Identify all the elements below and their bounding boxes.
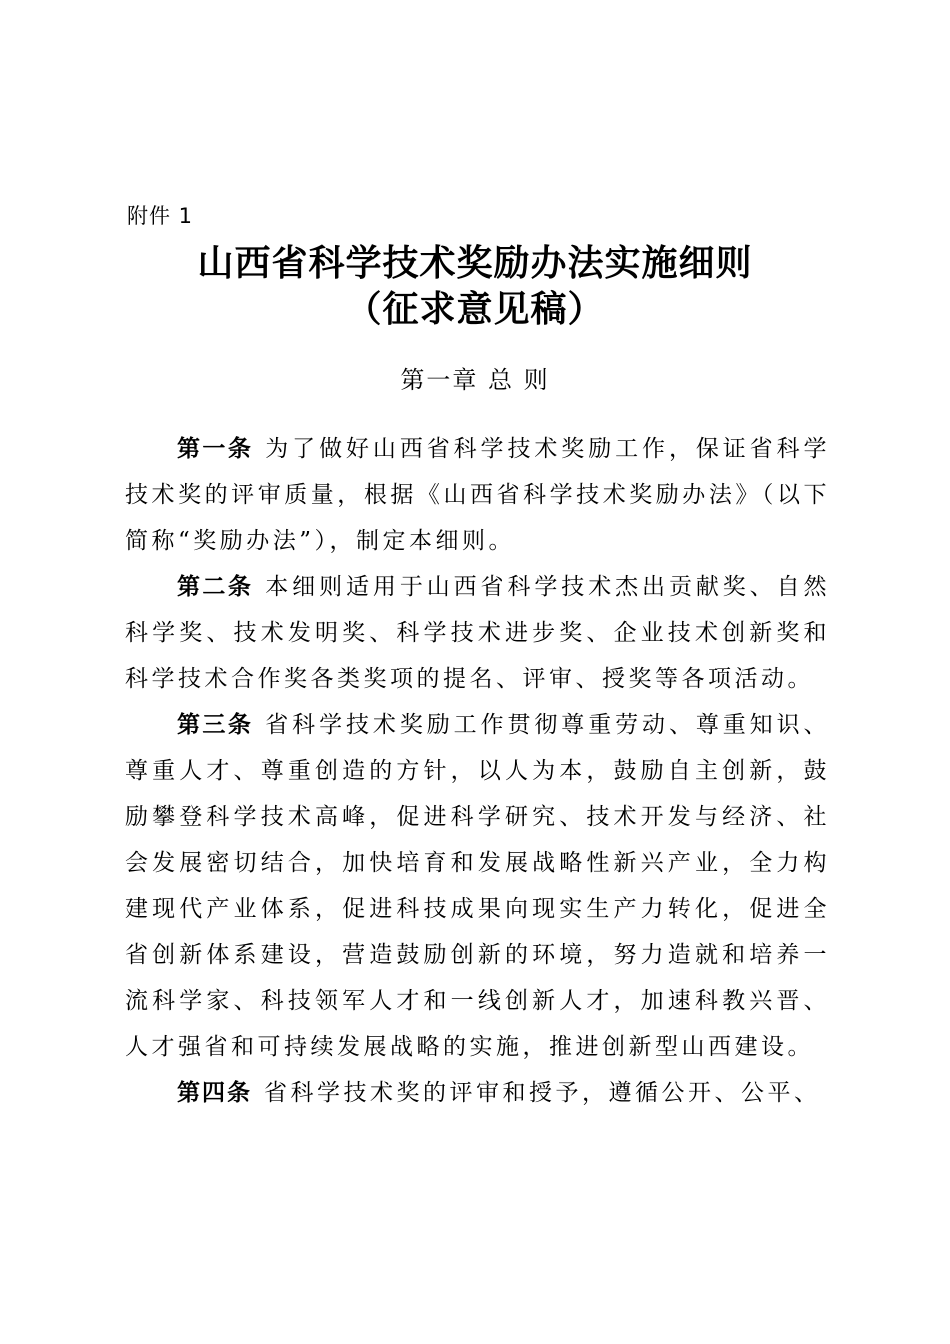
attachment-label: 附件 1: [127, 204, 194, 228]
document-body: [125, 426, 830, 1116]
article-label: 第一条: [177, 436, 254, 462]
article-label: 第三条: [177, 712, 254, 738]
document-title: 山西省科学技术奖励办法实施细则: [197, 242, 753, 284]
article-text: 省科学技术奖励工作贯彻尊重劳动、尊重知识、尊重人才、尊重创造的方针，以人为本，鼓励自主创新，鼓励攀登科学技术高峰，促进科学研究、技术开发与经济、社会发展密切结合，加快培育和发展战略性新兴产业，全力构建现代产业体系，促进科技成果向现实生产力转化，促进全省创新体系建设，营造鼓励创新的环境，努力造就和培养一流科学家、科技领军人才和一线创新人才，加速科教兴晋、人才强省和可持续发展战略的实施，推进创新型山西建设。: [125, 712, 831, 1060]
article-text: 省科学技术奖的评审和授予，遵循公开、公平、: [264, 1080, 821, 1106]
article-label: 第四条: [177, 1080, 252, 1106]
article-2: [125, 564, 830, 702]
article-1: [125, 426, 830, 564]
article-text: 为了做好山西省科学技术奖励工作，保证省科学技术奖的评审质量，根据《山西省科学技术奖励办法》（以下简称“奖励办法”），制定本细则。: [125, 436, 831, 554]
chapter-heading: 第一章 总 则: [400, 366, 550, 394]
article-3: [125, 702, 830, 1070]
article-4: [125, 1070, 830, 1116]
article-label: 第二条: [177, 574, 254, 600]
document-subtitle: （征求意见稿）: [345, 288, 605, 330]
article-text: 本细则适用于山西省科学技术杰出贡献奖、自然科学奖、技术发明奖、科学技术进步奖、企业技术创新奖和科学技术合作奖各类奖项的提名、评审、授奖等各项活动。: [125, 574, 831, 692]
